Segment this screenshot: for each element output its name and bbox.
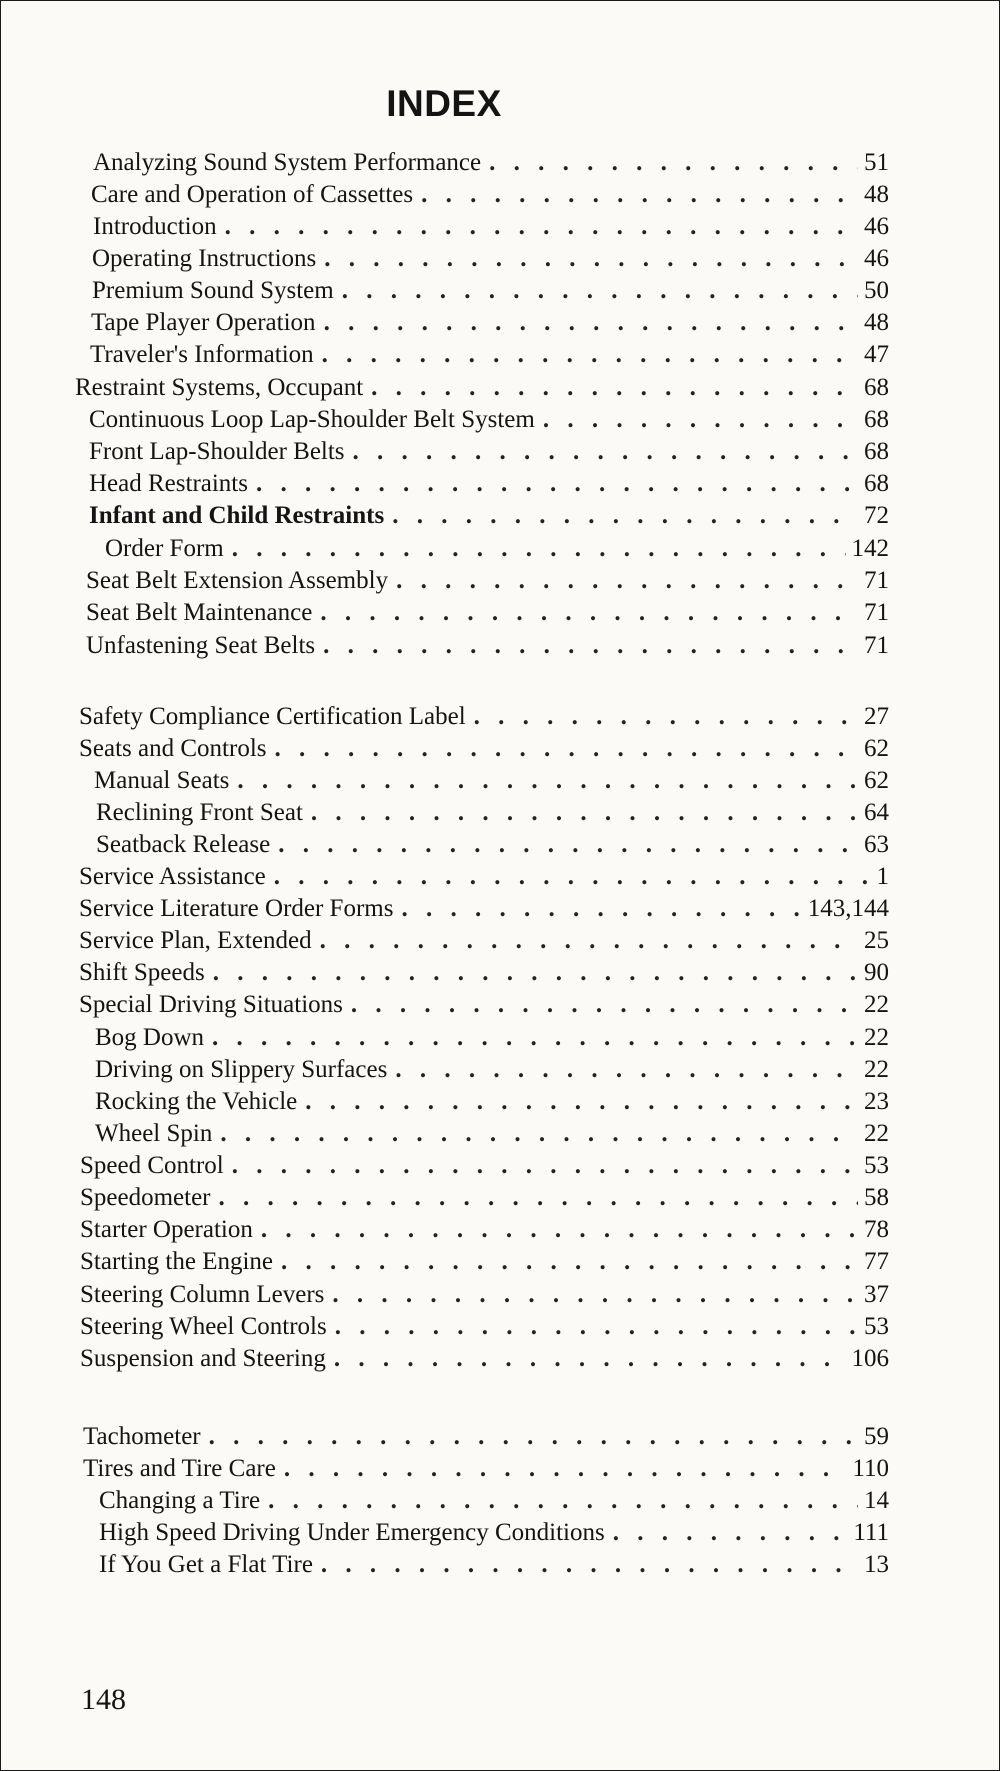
index-entry (93, 148, 889, 178)
index-entry (90, 340, 889, 370)
dot-leader (395, 1055, 858, 1085)
entry-label: High Speed Driving Under Emergency Conditions (99, 1519, 605, 1546)
entry-page-number: 71 (864, 567, 889, 594)
dot-leader (225, 212, 858, 242)
page-title: INDEX (386, 83, 502, 124)
entry-label: Suspension and Steering (80, 1345, 326, 1372)
index-entry (83, 1454, 889, 1484)
entry-page-number: 71 (864, 599, 889, 626)
index-entry (86, 631, 889, 661)
entry-label: Manual Seats (94, 767, 230, 794)
page-number: 148 (81, 1683, 126, 1716)
dot-leader (543, 405, 858, 435)
index-entry (89, 469, 889, 499)
index-entry (95, 1119, 889, 1149)
entry-page-number: 77 (864, 1248, 889, 1275)
entry-page-number: 143,144 (807, 895, 889, 922)
entry-page-number: 90 (864, 959, 889, 986)
dot-leader (324, 244, 858, 274)
index-entry (83, 1422, 889, 1452)
entry-page-number: 71 (864, 632, 889, 659)
entry-label: Order Form (105, 535, 224, 562)
entry-label: Tires and Tire Care (83, 1455, 276, 1482)
entry-label: Seat Belt Maintenance (86, 599, 313, 626)
entry-label: Premium Sound System (92, 277, 334, 304)
dot-leader (275, 734, 859, 764)
dot-leader (321, 1550, 858, 1580)
entry-page-number: 48 (864, 309, 889, 336)
dot-leader (323, 631, 858, 661)
entry-label: Traveler's Information (90, 341, 314, 368)
dot-leader (220, 1119, 858, 1149)
entry-label: Head Restraints (89, 470, 248, 497)
index-entry (95, 1023, 889, 1053)
dot-leader (213, 958, 858, 988)
index-entry (95, 1087, 889, 1117)
index-entry (80, 1312, 889, 1342)
entry-page-number: 13 (864, 1551, 889, 1578)
entry-page-number: 62 (864, 767, 889, 794)
dot-leader (474, 702, 858, 732)
entry-label: Service Plan, Extended (79, 927, 312, 954)
entry-page-number: 58 (864, 1184, 889, 1211)
dot-leader (209, 1422, 858, 1452)
index-entry (79, 926, 889, 956)
index-entry (99, 1486, 889, 1516)
entry-page-number: 46 (864, 245, 889, 272)
index-list (1, 1, 999, 1770)
dot-leader (342, 276, 858, 306)
entry-page-number: 72 (864, 502, 889, 529)
entry-label: Safety Compliance Certification Label (79, 703, 466, 730)
index-entry (80, 1215, 889, 1245)
dot-leader (320, 598, 858, 628)
dot-leader (256, 469, 858, 499)
dot-leader (489, 148, 858, 178)
index-entry (96, 798, 889, 828)
dot-leader (237, 766, 858, 796)
entry-label: If You Get a Flat Tire (99, 1551, 313, 1578)
index-entry (79, 702, 889, 732)
index-entry (105, 534, 889, 564)
entry-label: Starter Operation (80, 1216, 253, 1243)
entry-label: Starting the Engine (80, 1248, 274, 1275)
index-entry (89, 501, 889, 531)
entry-label: Steering Wheel Controls (80, 1313, 327, 1340)
entry-label: Seatback Release (96, 831, 271, 858)
entry-page-number: 111 (853, 1519, 889, 1546)
entry-page-number: 53 (864, 1152, 889, 1179)
index-entry (80, 1247, 889, 1277)
entry-page-number: 68 (864, 374, 889, 401)
entry-page-number: 1 (876, 863, 889, 890)
dot-leader (335, 1312, 858, 1342)
index-entry (91, 308, 889, 338)
entry-page-number: 22 (864, 1024, 889, 1051)
dot-leader (232, 534, 846, 564)
entry-label: Rocking the Vehicle (95, 1088, 298, 1115)
entry-label: Seats and Controls (79, 735, 267, 762)
dot-leader (401, 894, 801, 924)
entry-label: Seat Belt Extension Assembly (86, 567, 389, 594)
entry-page-number: 51 (864, 149, 889, 176)
entry-page-number: 22 (864, 991, 889, 1018)
index-entry (95, 1055, 889, 1085)
entry-page-number: 78 (864, 1216, 889, 1243)
index-entry (80, 1183, 889, 1213)
entry-page-number: 50 (864, 277, 889, 304)
entry-page-number: 110 (852, 1455, 889, 1482)
index-entry (96, 830, 889, 860)
dot-leader (351, 990, 858, 1020)
entry-label: Speed Control (80, 1152, 224, 1179)
dot-leader (305, 1087, 858, 1117)
dot-leader (284, 1454, 847, 1484)
index-entry (89, 437, 889, 467)
entry-page-number: 25 (864, 927, 889, 954)
entry-label: Bog Down (95, 1024, 205, 1051)
index-entry (80, 1344, 889, 1374)
entry-label: Introduction (93, 213, 217, 240)
entry-page-number: 47 (864, 341, 889, 368)
dot-leader (311, 798, 858, 828)
index-entry (91, 180, 889, 210)
entry-label: Front Lap-Shoulder Belts (89, 438, 345, 465)
entry-page-number: 59 (864, 1423, 889, 1450)
index-entry (80, 1280, 889, 1310)
entry-label: Reclining Front Seat (96, 799, 303, 826)
entry-page-number: 22 (864, 1056, 889, 1083)
entry-page-number: 46 (864, 213, 889, 240)
entry-label: Driving on Slippery Surfaces (95, 1056, 388, 1083)
entry-page-number: 48 (864, 181, 889, 208)
dot-leader (261, 1215, 858, 1245)
index-entry (75, 373, 889, 403)
dot-leader (322, 340, 858, 370)
index-entry (80, 1151, 889, 1181)
entry-page-number: 63 (864, 831, 889, 858)
entry-label: Special Driving Situations (79, 991, 343, 1018)
index-entry (92, 244, 889, 274)
index-entry (99, 1518, 889, 1548)
entry-label: Care and Operation of Cassettes (91, 181, 414, 208)
entry-label: Tape Player Operation (91, 309, 316, 336)
dot-leader (396, 566, 858, 596)
entry-label: Shift Speeds (79, 959, 205, 986)
index-entry (79, 894, 889, 924)
entry-label: Service Literature Order Forms (79, 895, 394, 922)
dot-leader (268, 1486, 858, 1516)
entry-page-number: 68 (864, 406, 889, 433)
entry-label: Restraint Systems, Occupant (75, 374, 364, 401)
dot-leader (613, 1518, 848, 1548)
entry-label: Operating Instructions (92, 245, 317, 272)
dot-leader (332, 1280, 858, 1310)
entry-page-number: 23 (864, 1088, 889, 1115)
dot-leader (212, 1023, 858, 1053)
dot-leader (353, 437, 858, 467)
entry-page-number: 142 (851, 535, 889, 562)
entry-label: Changing a Tire (99, 1487, 261, 1514)
entry-label: Unfastening Seat Belts (86, 632, 316, 659)
entry-page-number: 68 (864, 470, 889, 497)
index-entry (89, 405, 889, 435)
entry-label: Speedometer (80, 1184, 211, 1211)
entry-page-number: 106 (851, 1345, 889, 1372)
entry-page-number: 53 (864, 1313, 889, 1340)
entry-page-number: 14 (864, 1487, 889, 1514)
entry-label: Wheel Spin (95, 1120, 213, 1147)
index-entry (86, 566, 889, 596)
dot-leader (392, 501, 858, 531)
dot-leader (274, 862, 871, 892)
dot-leader (371, 373, 858, 403)
entry-page-number: 27 (864, 703, 889, 730)
dot-leader (320, 926, 858, 956)
index-entry (79, 990, 889, 1020)
index-entry (86, 598, 889, 628)
entry-page-number: 62 (864, 735, 889, 762)
index-entry (79, 958, 889, 988)
dot-leader (334, 1344, 846, 1374)
dot-leader (232, 1151, 858, 1181)
index-entry (99, 1550, 889, 1580)
entry-label: Continuous Loop Lap-Shoulder Belt System (89, 406, 535, 433)
dot-leader (421, 180, 858, 210)
dot-leader (219, 1183, 858, 1213)
entry-label: Analyzing Sound System Performance (93, 149, 482, 176)
index-entry (94, 766, 889, 796)
dot-leader (278, 830, 858, 860)
entry-page-number: 68 (864, 438, 889, 465)
entry-label: Service Assistance (79, 863, 266, 890)
index-entry (79, 862, 889, 892)
entry-label: Tachometer (83, 1423, 201, 1450)
entry-page-number: 64 (864, 799, 889, 826)
entry-label: Infant and Child Restraints (89, 502, 385, 529)
entry-page-number: 37 (864, 1281, 889, 1308)
index-entry (79, 734, 889, 764)
entry-label: Steering Column Levers (80, 1281, 325, 1308)
entry-page-number: 22 (864, 1120, 889, 1147)
dot-leader (281, 1247, 858, 1277)
index-entry (93, 212, 889, 242)
index-entry (92, 276, 889, 306)
dot-leader (324, 308, 858, 338)
